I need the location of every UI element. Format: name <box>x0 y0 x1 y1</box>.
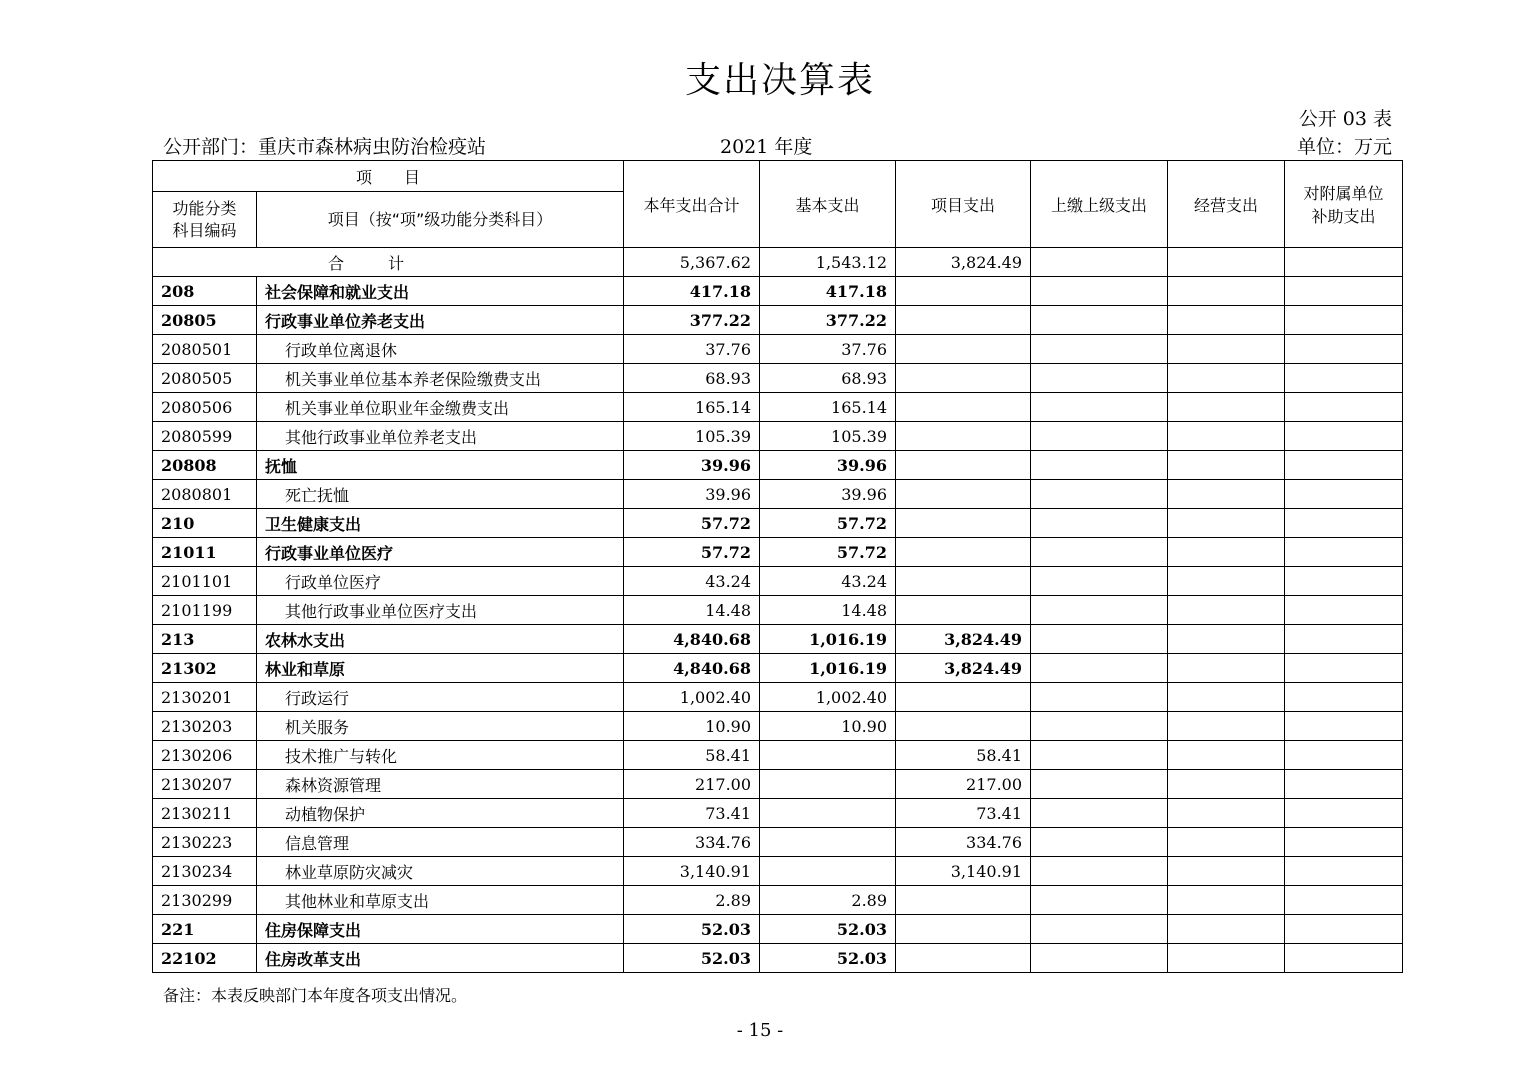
cell-subsidy <box>1285 683 1403 712</box>
table-row <box>153 422 1403 451</box>
cell-project: 334.76 <box>896 828 1031 857</box>
cell-subsidy <box>1285 799 1403 828</box>
cell-upper <box>1031 654 1168 683</box>
cell-project <box>896 393 1031 422</box>
cell-upper <box>1031 538 1168 567</box>
table-row <box>153 451 1403 480</box>
cell-code: 2080506 <box>153 393 257 422</box>
cell-code: 2130201 <box>153 683 257 712</box>
cell-total: 2.89 <box>624 886 760 915</box>
header-name: 项目（按“项”级功能分类科目） <box>257 192 624 248</box>
cell-basic <box>760 828 896 857</box>
header-business: 经营支出 <box>1168 161 1285 248</box>
table-body <box>153 248 1403 973</box>
cell-business <box>1168 509 1285 538</box>
cell-subsidy <box>1285 654 1403 683</box>
cell-upper <box>1031 596 1168 625</box>
header-total: 本年支出合计 <box>624 161 760 248</box>
cell-basic: 165.14 <box>760 393 896 422</box>
cell-basic: 1,016.19 <box>760 625 896 654</box>
table-row <box>153 857 1403 886</box>
cell-project: 73.41 <box>896 799 1031 828</box>
cell-name: 技术推广与转化 <box>257 741 624 770</box>
cell-basic: 417.18 <box>760 277 896 306</box>
cell-name: 行政单位离退休 <box>257 335 624 364</box>
table-row <box>153 654 1403 683</box>
cell-total: 3,140.91 <box>624 857 760 886</box>
header-subsidy-line1: 对附属单位 <box>1303 184 1384 203</box>
cell-project <box>896 364 1031 393</box>
cell-business <box>1168 422 1285 451</box>
cell-project <box>896 277 1031 306</box>
cell-project <box>896 538 1031 567</box>
cell-project <box>896 683 1031 712</box>
cell-code: 2080501 <box>153 335 257 364</box>
table-row <box>153 393 1403 422</box>
table-header <box>153 161 1403 248</box>
cell-subsidy <box>1285 364 1403 393</box>
cell-code: 221 <box>153 915 257 944</box>
cell-business <box>1168 915 1285 944</box>
cell-code: 2080505 <box>153 364 257 393</box>
cell-code: 20808 <box>153 451 257 480</box>
cell-project <box>896 596 1031 625</box>
cell-basic <box>760 770 896 799</box>
table-row <box>153 364 1403 393</box>
cell-basic: 39.96 <box>760 480 896 509</box>
header-code-line1: 功能分类 <box>172 198 237 218</box>
cell-code: 2130299 <box>153 886 257 915</box>
cell-name: 社会保障和就业支出 <box>257 277 624 306</box>
cell-basic: 57.72 <box>760 509 896 538</box>
cell-project <box>896 306 1031 335</box>
cell-business <box>1168 857 1285 886</box>
cell-project: 58.41 <box>896 741 1031 770</box>
cell-project <box>896 944 1031 973</box>
cell-project: 3,824.49 <box>896 625 1031 654</box>
cell-project <box>896 422 1031 451</box>
cell-total: 334.76 <box>624 828 760 857</box>
cell-code: 210 <box>153 509 257 538</box>
header-basic: 基本支出 <box>760 161 896 248</box>
cell-business <box>1168 306 1285 335</box>
cell-total: 10.90 <box>624 712 760 741</box>
table-row <box>153 509 1403 538</box>
cell-subsidy <box>1285 306 1403 335</box>
cell-upper <box>1031 799 1168 828</box>
cell-total: 57.72 <box>624 509 760 538</box>
cell-upper <box>1031 915 1168 944</box>
cell-total: 14.48 <box>624 596 760 625</box>
cell-code: 21302 <box>153 654 257 683</box>
cell-name: 住房改革支出 <box>257 944 624 973</box>
cell-basic: 377.22 <box>760 306 896 335</box>
cell-subsidy <box>1285 625 1403 654</box>
department-label: 公开部门：重庆市森林病虫防治检疫站 <box>163 136 487 158</box>
cell-upper <box>1031 828 1168 857</box>
page-title: 支出决算表 <box>684 60 875 101</box>
cell-project <box>896 335 1031 364</box>
cell-project: 3,140.91 <box>896 857 1031 886</box>
cell-business <box>1168 480 1285 509</box>
cell-business <box>1168 451 1285 480</box>
cell-name: 行政事业单位医疗 <box>257 538 624 567</box>
cell-total: 73.41 <box>624 799 760 828</box>
cell-business <box>1168 712 1285 741</box>
cell-project <box>896 451 1031 480</box>
cell-basic: 52.03 <box>760 944 896 973</box>
cell-subsidy <box>1285 915 1403 944</box>
cell-name: 森林资源管理 <box>257 770 624 799</box>
table-row <box>153 306 1403 335</box>
cell-total: 1,002.40 <box>624 683 760 712</box>
cell-total: 43.24 <box>624 567 760 596</box>
table-row <box>153 683 1403 712</box>
cell-name: 其他行政事业单位医疗支出 <box>257 596 624 625</box>
cell-basic: 57.72 <box>760 538 896 567</box>
cell-business <box>1168 567 1285 596</box>
cell-name: 死亡抚恤 <box>257 480 624 509</box>
cell-subsidy <box>1285 451 1403 480</box>
total-total: 5,367.62 <box>624 248 760 277</box>
cell-code: 213 <box>153 625 257 654</box>
cell-subsidy <box>1285 770 1403 799</box>
cell-project <box>896 886 1031 915</box>
table-note: 备注：本表反映部门本年度各项支出情况。 <box>163 986 468 1005</box>
cell-name: 机关服务 <box>257 712 624 741</box>
total-basic: 1,543.12 <box>760 248 896 277</box>
cell-business <box>1168 596 1285 625</box>
cell-business <box>1168 625 1285 654</box>
cell-upper <box>1031 770 1168 799</box>
cell-name: 行政单位医疗 <box>257 567 624 596</box>
cell-upper <box>1031 480 1168 509</box>
cell-upper <box>1031 712 1168 741</box>
header-item-group: 项 目 <box>153 161 624 192</box>
cell-basic: 105.39 <box>760 422 896 451</box>
cell-subsidy <box>1285 335 1403 364</box>
cell-name: 林业草原防灾减灾 <box>257 857 624 886</box>
cell-business <box>1168 799 1285 828</box>
cell-total: 377.22 <box>624 306 760 335</box>
cell-subsidy <box>1285 567 1403 596</box>
cell-upper <box>1031 944 1168 973</box>
cell-subsidy <box>1285 741 1403 770</box>
cell-upper <box>1031 567 1168 596</box>
table-row <box>153 277 1403 306</box>
page-number: - 15 - <box>736 1020 784 1041</box>
cell-business <box>1168 654 1285 683</box>
cell-business <box>1168 683 1285 712</box>
cell-basic: 2.89 <box>760 886 896 915</box>
cell-code: 2130206 <box>153 741 257 770</box>
cell-total: 217.00 <box>624 770 760 799</box>
cell-upper <box>1031 683 1168 712</box>
cell-project <box>896 480 1031 509</box>
cell-upper <box>1031 509 1168 538</box>
cell-code: 2130223 <box>153 828 257 857</box>
cell-upper <box>1031 335 1168 364</box>
table-row <box>153 741 1403 770</box>
cell-upper <box>1031 451 1168 480</box>
cell-subsidy <box>1285 393 1403 422</box>
cell-subsidy <box>1285 596 1403 625</box>
cell-business <box>1168 944 1285 973</box>
cell-basic: 1,016.19 <box>760 654 896 683</box>
cell-name: 行政运行 <box>257 683 624 712</box>
cell-project <box>896 712 1031 741</box>
cell-subsidy <box>1285 538 1403 567</box>
total-label: 合计 <box>153 248 624 277</box>
cell-project <box>896 567 1031 596</box>
cell-total: 417.18 <box>624 277 760 306</box>
cell-subsidy <box>1285 277 1403 306</box>
cell-name: 卫生健康支出 <box>257 509 624 538</box>
total-upper <box>1031 248 1168 277</box>
cell-subsidy <box>1285 509 1403 538</box>
unit-label: 单位：万元 <box>1296 136 1392 158</box>
cell-total: 165.14 <box>624 393 760 422</box>
cell-upper <box>1031 886 1168 915</box>
table-row <box>153 538 1403 567</box>
cell-total: 58.41 <box>624 741 760 770</box>
cell-business <box>1168 364 1285 393</box>
total-subsidy <box>1285 248 1403 277</box>
cell-name: 住房保障支出 <box>257 915 624 944</box>
cell-basic: 68.93 <box>760 364 896 393</box>
cell-code: 2101101 <box>153 567 257 596</box>
cell-upper <box>1031 625 1168 654</box>
cell-business <box>1168 393 1285 422</box>
cell-name: 林业和草原 <box>257 654 624 683</box>
total-business <box>1168 248 1285 277</box>
cell-subsidy <box>1285 422 1403 451</box>
cell-code: 22102 <box>153 944 257 973</box>
cell-code: 2130211 <box>153 799 257 828</box>
cell-code: 208 <box>153 277 257 306</box>
cell-code: 20805 <box>153 306 257 335</box>
cell-total: 4,840.68 <box>624 625 760 654</box>
cell-code: 2080801 <box>153 480 257 509</box>
cell-code: 2130203 <box>153 712 257 741</box>
table-row <box>153 770 1403 799</box>
table-row <box>153 567 1403 596</box>
table-row <box>153 944 1403 973</box>
cell-basic: 43.24 <box>760 567 896 596</box>
cell-code: 21011 <box>153 538 257 567</box>
cell-business <box>1168 277 1285 306</box>
table-row <box>153 799 1403 828</box>
cell-upper <box>1031 857 1168 886</box>
total-project: 3,824.49 <box>896 248 1031 277</box>
cell-basic: 14.48 <box>760 596 896 625</box>
cell-business <box>1168 335 1285 364</box>
cell-subsidy <box>1285 712 1403 741</box>
cell-total: 57.72 <box>624 538 760 567</box>
cell-name: 机关事业单位基本养老保险缴费支出 <box>257 364 624 393</box>
cell-name: 其他林业和草原支出 <box>257 886 624 915</box>
cell-basic: 39.96 <box>760 451 896 480</box>
cell-total: 52.03 <box>624 915 760 944</box>
table-row <box>153 886 1403 915</box>
cell-subsidy <box>1285 857 1403 886</box>
table-row <box>153 828 1403 857</box>
header-upper: 上缴上级支出 <box>1031 161 1168 248</box>
cell-upper <box>1031 364 1168 393</box>
cell-business <box>1168 538 1285 567</box>
cell-upper <box>1031 741 1168 770</box>
cell-total: 39.96 <box>624 480 760 509</box>
cell-upper <box>1031 422 1168 451</box>
cell-total: 52.03 <box>624 944 760 973</box>
cell-basic: 1,002.40 <box>760 683 896 712</box>
cell-total: 105.39 <box>624 422 760 451</box>
form-number: 公开 03 表 <box>1298 108 1392 130</box>
cell-project: 3,824.49 <box>896 654 1031 683</box>
header-code-line2: 科目编码 <box>172 220 237 240</box>
cell-project <box>896 509 1031 538</box>
cell-basic <box>760 799 896 828</box>
cell-code: 2130207 <box>153 770 257 799</box>
cell-basic: 10.90 <box>760 712 896 741</box>
cell-subsidy <box>1285 828 1403 857</box>
cell-project <box>896 915 1031 944</box>
cell-basic <box>760 857 896 886</box>
header-subsidy-line2: 补助支出 <box>1311 207 1376 226</box>
cell-total: 37.76 <box>624 335 760 364</box>
total-row <box>153 248 1403 277</box>
table-row <box>153 712 1403 741</box>
cell-name: 行政事业单位养老支出 <box>257 306 624 335</box>
cell-business <box>1168 770 1285 799</box>
cell-business <box>1168 828 1285 857</box>
table-row <box>153 625 1403 654</box>
cell-business <box>1168 886 1285 915</box>
header-code <box>153 192 257 248</box>
table-row <box>153 335 1403 364</box>
cell-subsidy <box>1285 480 1403 509</box>
cell-business <box>1168 741 1285 770</box>
cell-code: 2130234 <box>153 857 257 886</box>
expenditure-table <box>152 160 1403 973</box>
cell-subsidy <box>1285 886 1403 915</box>
cell-total: 4,840.68 <box>624 654 760 683</box>
cell-project: 217.00 <box>896 770 1031 799</box>
header-project: 项目支出 <box>896 161 1031 248</box>
cell-upper <box>1031 277 1168 306</box>
cell-upper <box>1031 306 1168 335</box>
table-row <box>153 596 1403 625</box>
header-subsidy <box>1285 161 1403 248</box>
fiscal-year: 2021 年度 <box>720 136 813 158</box>
cell-name: 其他行政事业单位养老支出 <box>257 422 624 451</box>
cell-name: 信息管理 <box>257 828 624 857</box>
cell-total: 39.96 <box>624 451 760 480</box>
cell-code: 2080599 <box>153 422 257 451</box>
cell-basic: 37.76 <box>760 335 896 364</box>
table-row <box>153 915 1403 944</box>
table-row <box>153 480 1403 509</box>
cell-name: 农林水支出 <box>257 625 624 654</box>
cell-basic <box>760 741 896 770</box>
cell-subsidy <box>1285 944 1403 973</box>
cell-total: 68.93 <box>624 364 760 393</box>
cell-code: 2101199 <box>153 596 257 625</box>
cell-name: 抚恤 <box>257 451 624 480</box>
cell-basic: 52.03 <box>760 915 896 944</box>
cell-name: 机关事业单位职业年金缴费支出 <box>257 393 624 422</box>
cell-name: 动植物保护 <box>257 799 624 828</box>
cell-upper <box>1031 393 1168 422</box>
